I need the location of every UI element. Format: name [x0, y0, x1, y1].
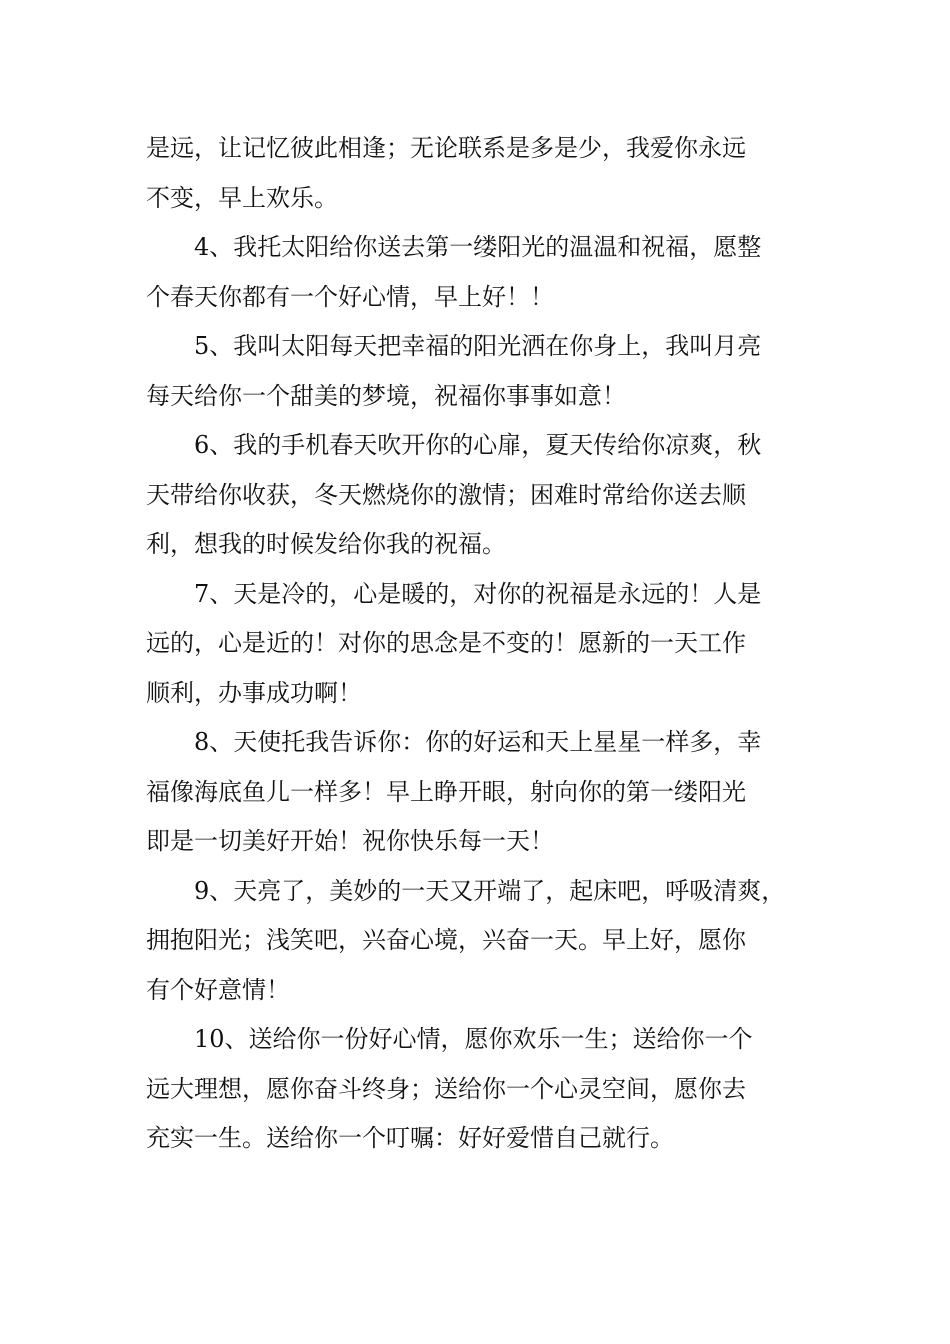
paragraph	[146, 124, 826, 223]
paragraph	[146, 421, 826, 570]
text-line: 充实一生。送给你一个叮嘱：好好爱惜自己就行。	[146, 1124, 674, 1152]
paragraph	[146, 223, 826, 322]
text-line: 5、我叫太阳每天把幸福的阳光洒在你身上，我叫月亮	[194, 332, 762, 360]
text-line: 个春天你都有一个好心情，早上好！！	[146, 282, 554, 311]
text-line: 每天给你一个甜美的梦境，祝福你事事如意！	[146, 381, 626, 410]
paragraph	[146, 322, 826, 421]
text-line: 利，想我的时候发给你我的祝福。	[146, 530, 506, 558]
text-line: 福像海底鱼儿一样多！早上睁开眼，射向你的第一缕阳光	[146, 777, 746, 806]
document-body	[146, 124, 826, 1164]
paragraph	[146, 570, 826, 719]
paragraph	[146, 718, 826, 867]
text-line: 顺利，办事成功啊！	[146, 678, 362, 707]
text-line: 7、天是冷的，心是暖的，对你的祝福是永远的！人是	[194, 579, 762, 608]
text-line: 不变，早上欢乐。	[146, 183, 338, 212]
text-line: 远大理想，愿你奋斗终身；送给你一个心灵空间，愿你去	[146, 1074, 746, 1103]
paragraph	[146, 867, 826, 1016]
text-line: 8、天使托我告诉你：你的好运和天上星星一样多，幸	[194, 728, 762, 756]
text-line: 是远，让记忆彼此相逢；无论联系是多是少，我爱你永远	[146, 134, 746, 162]
text-line: 9、天亮了，美妙的一天又开端了，起床吧，呼吸清爽，	[194, 876, 786, 905]
text-line: 4、我托太阳给你送去第一缕阳光的温温和祝福，愿整	[194, 233, 762, 261]
text-line: 拥抱阳光；浅笑吧，兴奋心境，兴奋一天。早上好，愿你	[146, 926, 746, 954]
text-line: 即是一切美好开始！祝你快乐每一天！	[146, 827, 554, 855]
paragraph	[146, 1015, 826, 1164]
text-line: 6、我的手机春天吹开你的心扉，夏天传给你凉爽，秋	[194, 431, 762, 459]
text-line: 远的，心是近的！对你的思念是不变的！愿新的一天工作	[146, 629, 746, 657]
text-line: 10、送给你一份好心情，愿你欢乐一生；送给你一个	[194, 1025, 753, 1053]
text-line: 有个好意情！	[146, 975, 290, 1004]
text-line: 天带给你收获，冬天燃烧你的激情；困难时常给你送去顺	[146, 480, 746, 509]
